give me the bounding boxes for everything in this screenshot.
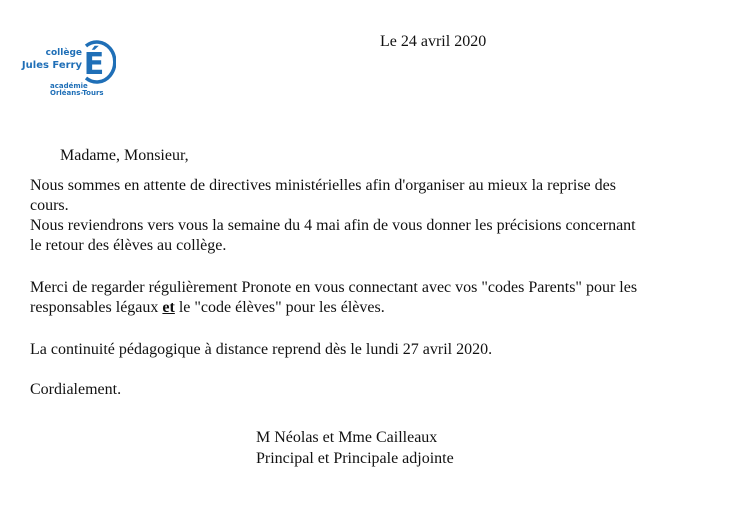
salutation: Madame, Monsieur, [60, 147, 189, 164]
paragraph-1-line-2: cours. [30, 197, 69, 214]
paragraph-2-line-2 [30, 298, 385, 318]
paragraph-3: La continuité pédagogique à distance reprend dès le lundi 27 avril 2020. [30, 341, 493, 358]
logo-academie-line2: Orléans-Tours [50, 89, 104, 97]
logo-school-name: Jules Ferry [21, 60, 82, 71]
closing: Cordialement. [30, 381, 122, 398]
school-logo [21, 28, 118, 106]
paragraph-1-line-4: le retour des élèves au collège. [30, 237, 227, 254]
paragraph-2-line-2-start: responsables légaux [30, 299, 163, 316]
logo-academie-line1: académie [50, 82, 88, 90]
signature-names: M Néolas et Mme Cailleaux [256, 429, 438, 446]
paragraph-2-line-1: Merci de regarder régulièrement Pronote en vous connectant avec vos "codes Parents" pour les [30, 279, 638, 296]
letter-date: Le 24 avril 2020 [380, 33, 487, 50]
signature-titles: Principal et Principale adjointe [256, 450, 454, 467]
logo-letter: É [83, 47, 105, 82]
emphasis-et: et [162, 299, 175, 316]
paragraph-1-line-1: Nous sommes en attente de directives ministérielles afin d'organiser au mieux la reprise des [30, 177, 616, 194]
logo-academie [50, 82, 104, 97]
paragraph-1-line-3: Nous reviendrons vers vous la semaine du 4 mai afin de vous donner les précisions concernant [30, 217, 636, 234]
paragraph-2-line-2-end: le "code élèves" pour les élèves. [174, 299, 385, 316]
logo-college-label: collège [45, 48, 82, 58]
